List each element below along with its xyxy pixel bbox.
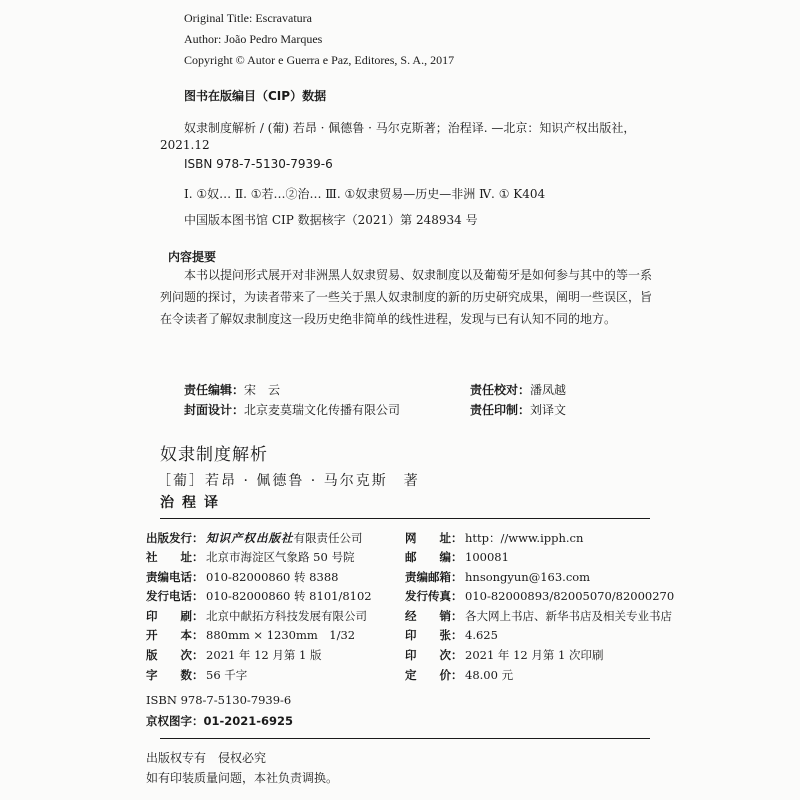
publishing-right-row [405, 667, 513, 683]
publishing-right-row [405, 530, 583, 546]
publishing-left-label: 社 址： [146, 550, 204, 564]
publishing-right-row [405, 588, 674, 604]
publishing-right-value: 各大网上书店、新华书店及相关专业书店 [465, 609, 672, 623]
publishing-right-value: hnsongyun@163.com [465, 570, 591, 584]
publishing-right-value: 4.625 [465, 628, 498, 642]
rights-line1: 出版权专有 侵权必究 [146, 751, 267, 765]
printing-credit [470, 401, 566, 418]
proofreader-credit [470, 381, 566, 398]
cover-label: 封面设计： [184, 403, 245, 417]
publishing-left-value: 北京中献拓方科技发展有限公司 [206, 609, 367, 623]
publishing-left-label: 责编电话： [146, 570, 204, 584]
editor-value: 宋 云 [244, 383, 281, 397]
publishing-left-label: 版 次： [146, 648, 204, 662]
publishing-left-value: 知识产权出版社 [206, 531, 294, 545]
book-title: 奴隶制度解析 [160, 445, 268, 465]
cover-credit [184, 401, 400, 418]
publishing-left-row [146, 588, 372, 604]
publishing-right-value: 2021 年 12 月第 1 次印刷 [465, 648, 604, 662]
publishing-left-label: 发行电话： [146, 589, 204, 603]
publishing-right-row [405, 627, 498, 643]
publishing-left-label: 字 数： [146, 668, 204, 682]
cover-value: 北京麦莫瑞文化传播有限公司 [244, 403, 401, 417]
original-author: Author: João Pedro Marques [184, 32, 323, 46]
book-authors: ［葡］若昂 · 佩德鲁 · 马尔克斯 著 [157, 473, 420, 489]
publishing-right-label: 经 销： [405, 609, 463, 623]
publishing-left-row [146, 569, 338, 585]
publishing-right-label: 发行传真： [405, 589, 463, 603]
book-translator: 治程译 [160, 495, 226, 511]
publishing-right-value: 100081 [465, 550, 509, 564]
publishing-right-label: 印 张： [405, 628, 463, 642]
publishing-left-label: 开 本： [146, 628, 204, 642]
publishing-right-row [405, 549, 509, 565]
publishing-isbn: ISBN 978-7-5130-7939-6 [146, 693, 292, 707]
publishing-left-label: 印 刷： [146, 609, 204, 623]
proofreader-label: 责任校对： [470, 383, 531, 397]
publishing-left-row [146, 667, 247, 683]
publishing-left-value: 010-82000860 转 8101/8102 [206, 589, 372, 603]
printing-label: 责任印制： [470, 403, 531, 417]
publishing-right-value: 010-82000893/82005070/82000270 [465, 589, 675, 603]
publishing-left-row [146, 627, 355, 643]
summary-body: 本书以提问形式展开对非洲黑人奴隶贸易、奴隶制度以及葡萄牙是如何参与其中的等一系列问题的探讨，为读者带来了一些关于黑人奴隶制度的新的历史研究成果，阐明一些误区，旨在令读者了解奴隶制度这一段历史绝非简单的线性进程，发现与已有认知不同的地方。 [160, 268, 653, 326]
publishing-left-value: 880mm × 1230mm 1/32 [206, 628, 356, 642]
cip-line1: 奴隶制度解析 / (葡) 若昂 · 佩德鲁 · 马尔克斯著；治程译. —北京：知识产权出版社， [184, 121, 636, 135]
cip-isbn: ISBN 978-7-5130-7939-6 [184, 157, 333, 171]
publishing-left-row [146, 549, 354, 565]
publishing-left-label: 出版发行： [146, 531, 204, 545]
publishing-contract [146, 713, 293, 729]
publishing-right-label: 责编邮箱： [405, 570, 463, 584]
rights-line2: 如有印装质量问题，本社负责调换。 [146, 771, 339, 785]
publishing-left-value: 2021 年 12 月第 1 版 [206, 648, 322, 662]
editor-credit [184, 381, 280, 398]
publishing-right-label: 网 址： [405, 531, 463, 545]
publishing-right-row [405, 569, 590, 585]
copyright-line: Copyright © Autor e Guerra e Paz, Editores, S. A., 2017 [184, 53, 455, 67]
publishing-left-value: 010-82000860 转 8388 [206, 570, 339, 584]
cip-line2: 2021.12 [160, 138, 210, 152]
proofreader-value: 潘凤越 [530, 383, 567, 397]
publishing-left-value: 56 千字 [206, 668, 248, 682]
publishing-right-row [405, 647, 604, 663]
divider-bottom [160, 738, 650, 739]
original-title: Original Title: Escravatura [184, 11, 312, 25]
cip-classification: Ⅰ. ①奴… Ⅱ. ①若…②治… Ⅲ. ①奴隶贸易—历史—非洲 Ⅳ. ① K404 [184, 187, 546, 201]
publishing-left-row [146, 530, 363, 546]
publishing-right-value: http：//www.ipph.cn [465, 531, 584, 545]
publishing-right-label: 定 价： [405, 668, 463, 682]
publishing-right-label: 邮 编： [405, 550, 463, 564]
contract-text: 京权图字：01-2021-6925 [146, 714, 294, 728]
publishing-left-suffix: 有限责任公司 [293, 531, 363, 545]
publishing-right-label: 印 次： [405, 648, 463, 662]
publishing-left-row [146, 608, 367, 624]
printing-value: 刘译文 [530, 403, 567, 417]
summary-heading: 内容提要 [168, 250, 217, 264]
cip-record: 中国版本图书馆 CIP 数据核字（2021）第 248934 号 [184, 213, 478, 227]
publishing-right-value: 48.00 元 [465, 668, 514, 682]
publishing-left-value: 北京市海淀区气象路 50 号院 [206, 550, 355, 564]
publishing-left-row [146, 647, 322, 663]
publishing-right-row [405, 608, 672, 624]
editor-label: 责任编辑： [184, 383, 245, 397]
cip-heading: 图书在版编目（CIP）数据 [184, 89, 327, 103]
divider-top [160, 518, 650, 519]
